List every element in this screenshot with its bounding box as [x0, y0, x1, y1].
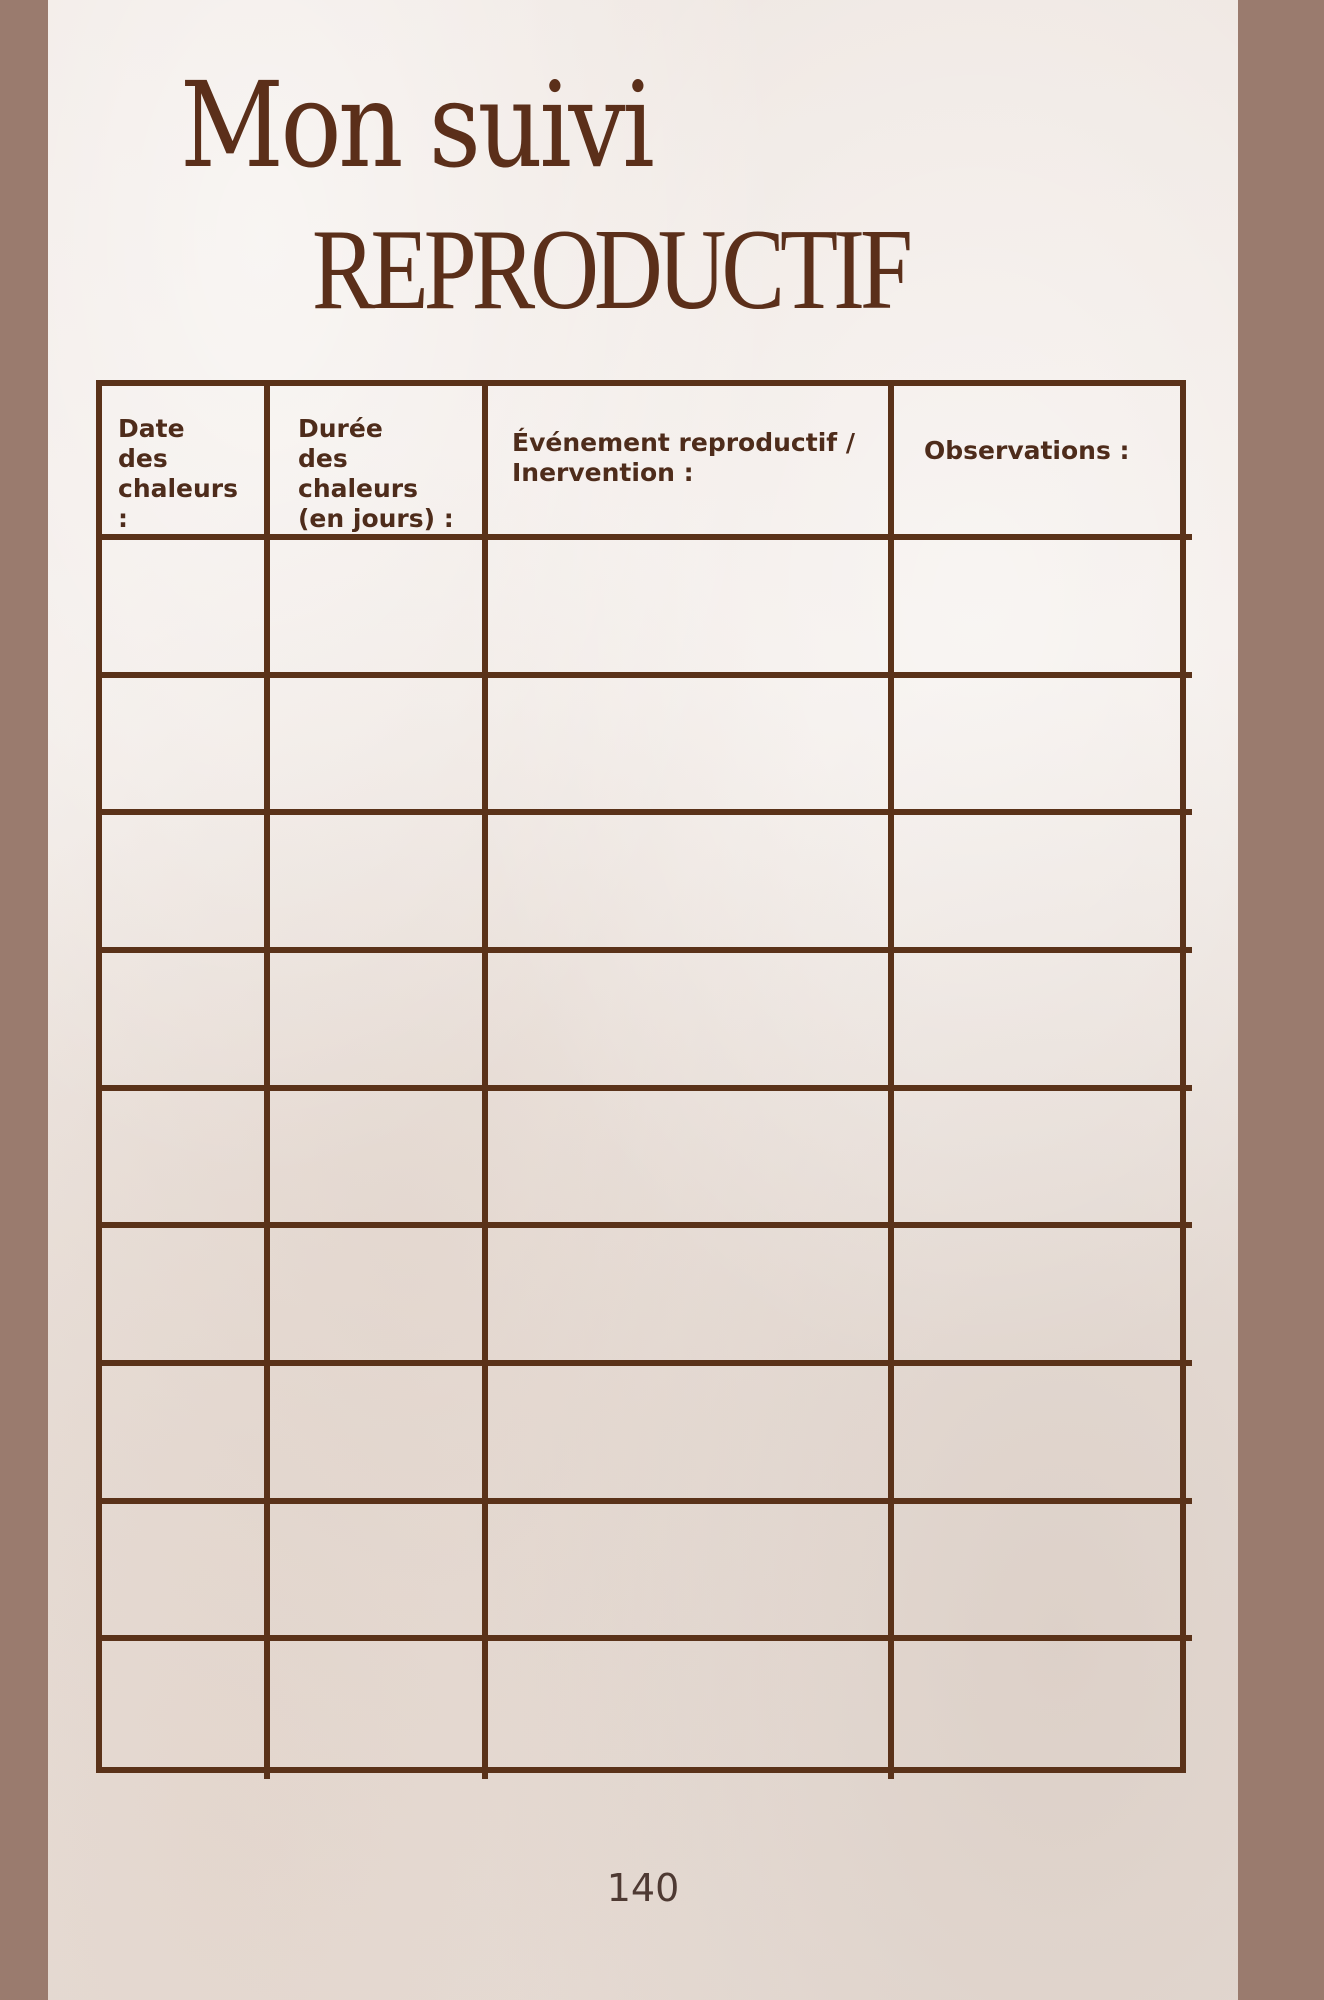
table-cell-duree[interactable] — [270, 815, 488, 953]
table-cell-duree[interactable] — [270, 678, 488, 816]
header-date-des-chaleurs: Date des chaleurs : — [102, 386, 270, 540]
table-cell-observations[interactable] — [894, 1504, 1192, 1642]
table-cell-observations[interactable] — [894, 815, 1192, 953]
table-cell-observations[interactable] — [894, 1228, 1192, 1366]
table-cell-date[interactable] — [102, 953, 270, 1091]
page-title-line2: REPRODUCTIF — [312, 206, 908, 334]
header-observations: Observations : — [894, 386, 1192, 540]
table-cell-date[interactable] — [102, 540, 270, 678]
table-cell-observations[interactable] — [894, 1366, 1192, 1504]
table-cell-observations[interactable] — [894, 1091, 1192, 1229]
table-cell-evenement[interactable] — [488, 678, 894, 816]
table-cell-duree[interactable] — [270, 1641, 488, 1779]
table-cell-duree[interactable] — [270, 953, 488, 1091]
table-cell-date[interactable] — [102, 815, 270, 953]
table-cell-observations[interactable] — [894, 1641, 1192, 1779]
table-cell-duree[interactable] — [270, 1091, 488, 1229]
table-cell-evenement[interactable] — [488, 1091, 894, 1229]
page-title-line1: Mon suivi — [180, 56, 652, 194]
table-cell-evenement[interactable] — [488, 1228, 894, 1366]
table-cell-date[interactable] — [102, 1366, 270, 1504]
table-cell-date[interactable] — [102, 678, 270, 816]
table-cell-duree[interactable] — [270, 1504, 488, 1642]
table-cell-date[interactable] — [102, 1641, 270, 1779]
table-cell-evenement[interactable] — [488, 540, 894, 678]
table-cell-evenement[interactable] — [488, 1504, 894, 1642]
header-duree-des-chaleurs: Durée des chaleurs (en jours) : — [270, 386, 488, 540]
table-cell-observations[interactable] — [894, 953, 1192, 1091]
page-number: 140 — [606, 1866, 680, 1910]
table-cell-observations[interactable] — [894, 678, 1192, 816]
table-cell-duree[interactable] — [270, 1228, 488, 1366]
journal-page — [48, 0, 1238, 2000]
table-cell-observations[interactable] — [894, 540, 1192, 678]
table-cell-duree[interactable] — [270, 1366, 488, 1504]
table-cell-date[interactable] — [102, 1091, 270, 1229]
table-cell-evenement[interactable] — [488, 1641, 894, 1779]
table-cell-evenement[interactable] — [488, 815, 894, 953]
table-cell-duree[interactable] — [270, 540, 488, 678]
reproductive-tracking-table — [96, 380, 1186, 1773]
table-cell-date[interactable] — [102, 1504, 270, 1642]
table-cell-date[interactable] — [102, 1228, 270, 1366]
table-cell-evenement[interactable] — [488, 1366, 894, 1504]
table-cell-evenement[interactable] — [488, 953, 894, 1091]
header-evenement-reproductif: Événement reproductif / Inervention : — [488, 386, 894, 540]
